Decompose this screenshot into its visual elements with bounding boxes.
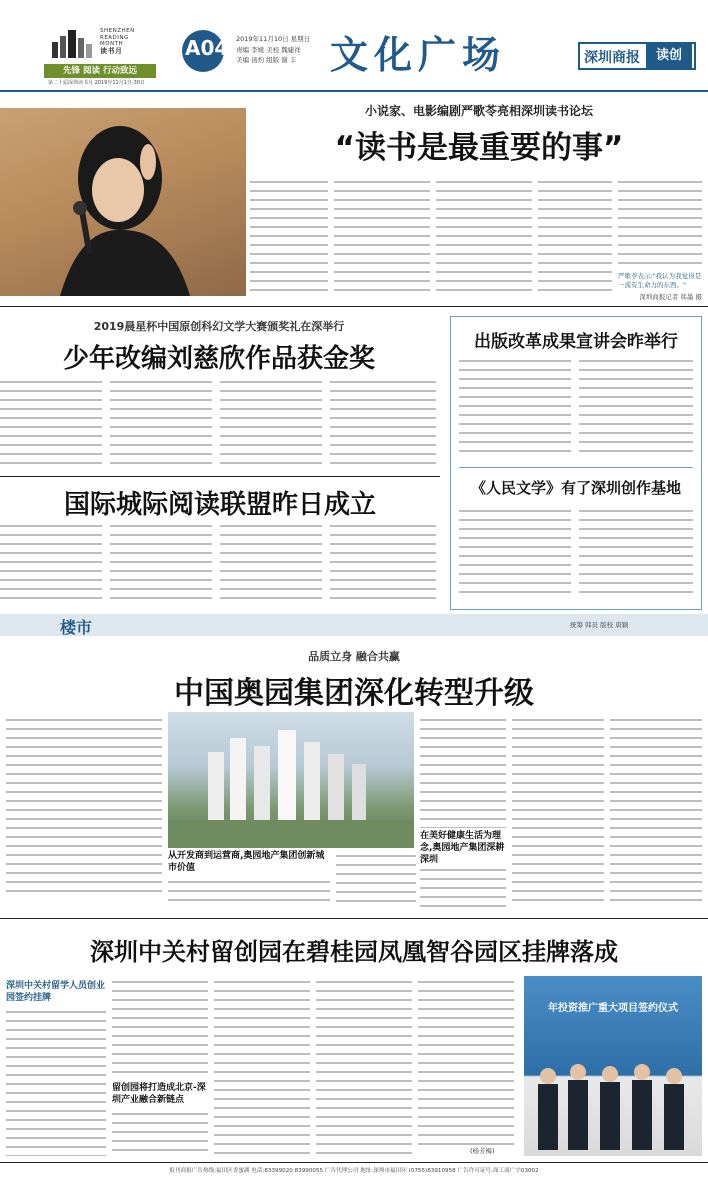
people-group-icon [524,976,702,1156]
footer-rule [0,1162,708,1163]
logo-line: READING [100,34,129,41]
story2-body [110,378,212,470]
story6-body [214,978,310,1156]
section-label: 楼市 [60,618,93,637]
section2-headline: 中国奥园集团深化转型升级 [174,676,534,711]
story1-body [618,178,702,270]
story2-headline: 少年改编刘慈欣作品获金奖 [62,344,375,374]
right-news-box [450,316,702,610]
story6-headline: 深圳中关村留创园在碧桂园凤凰智谷园区挂牌落成 [90,938,618,966]
footer-text: 报刊商报广告热线:福田区香蜜湖 电话:83399020 83990055 广告代理公司 地址:深圳市福田区 (0755)83910958 广告许可证号:深工商广字03002 [169,1168,539,1174]
signing-photo [524,976,702,1156]
story4-headline: 出版改革成果宣讲会昨举行 [474,332,678,352]
story3-headline: 国际城际阅读联盟昨日成立 [63,490,376,520]
story3-body [330,522,436,604]
story1-body [538,178,612,298]
section-title: 文化广场 [330,32,507,77]
story6-body [418,978,514,1146]
story5-headline: 《人民文学》有了深圳创作基地 [470,479,681,497]
masthead [0,0,708,92]
section2-kicker: 品质立身 融合共赢 [308,650,400,663]
story3-body [220,522,322,604]
story2-body [220,378,322,470]
story3-body [0,522,102,604]
section2-body [168,878,330,908]
section2-body [336,852,416,908]
section-bar [0,614,708,636]
section2-body [6,716,162,894]
story2-body [330,378,436,470]
story1-body [436,178,532,298]
story1-body [334,178,430,298]
story6-credit: (杨芳梅) [470,1147,495,1155]
story6-kicker: 深圳中关村留学人员创业园签约挂牌 [6,981,106,1003]
divider [0,306,708,307]
building-logo-icon [44,28,98,58]
paper-sub: 读创 [646,44,692,68]
page-number: A04 [185,36,229,60]
story4-body [579,357,693,457]
section2-body [420,866,506,908]
story1-body [250,178,328,298]
section2-subhead: 在美好健康生活为理念,奥园地产集团深耕深圳 [420,831,505,865]
masthead-rule [0,90,708,92]
story4-body [459,357,571,457]
story2-body [0,378,102,470]
section2-body [512,716,604,908]
photo-banner: 年投资推广重大项目签约仪式 [548,1003,678,1014]
section-editors: 统筹 韩员 版校 唐颖 [570,621,629,629]
slogan-banner: 先锋 阅读 行动致远 [44,64,156,78]
section2-subhead: 从开发商到运营商,奥园地产集团创新城市价值 [168,851,325,873]
date-line: 2019年11月10日 星期日 [236,35,311,43]
story5-body [579,507,693,599]
story6-body [112,1110,208,1156]
reading-month-logo [44,28,156,58]
story6-body [6,1008,106,1156]
story2-kicker: 2019晨星杯中国原创科幻文学大赛颁奖礼在深举行 [93,320,345,333]
speaker-silhouette-icon [0,108,246,296]
paper-name: 深圳商报 [584,50,640,66]
story6-body [112,978,208,1080]
divider [0,476,440,477]
story1-headline: “读书是最重要的事” [334,130,624,166]
story6-body [316,978,412,1156]
section2-body [610,716,702,908]
logo-line: SHENZHEN [100,28,135,34]
editors-line: 责编 李媛 美校 魏婕祥 [236,46,301,54]
story6-subhead: 留创园将打造成北京-深圳产业融合新链点 [112,1083,206,1105]
story1-quote-note: 严歌苓表示:"我认为我觉得是一流有生命力的东西。" [618,272,702,289]
paper-logo [578,42,696,70]
editors-line: 美编 汤灼 组版 谢 丰 [236,56,297,64]
divider [0,918,708,919]
story3-body [110,522,212,604]
slogan-sub: 第二十届深圳读书月 2019年11月1日-30日 [48,80,146,86]
story1-byline: 深圳商报记者 韩墨 摄 [639,293,702,301]
page-number-letter [185,36,228,60]
divider [459,467,693,468]
development-photo [168,712,414,848]
section2-body [420,716,506,828]
logo-line: 读书月 [100,46,123,55]
portrait-photo [0,108,246,296]
story5-body [459,507,571,599]
logo-line: MONTH [100,41,124,47]
buildings-rendering-icon [168,712,414,848]
story1-kicker: 小说家、电影编剧严歌苓亮相深圳读书论坛 [364,104,593,118]
